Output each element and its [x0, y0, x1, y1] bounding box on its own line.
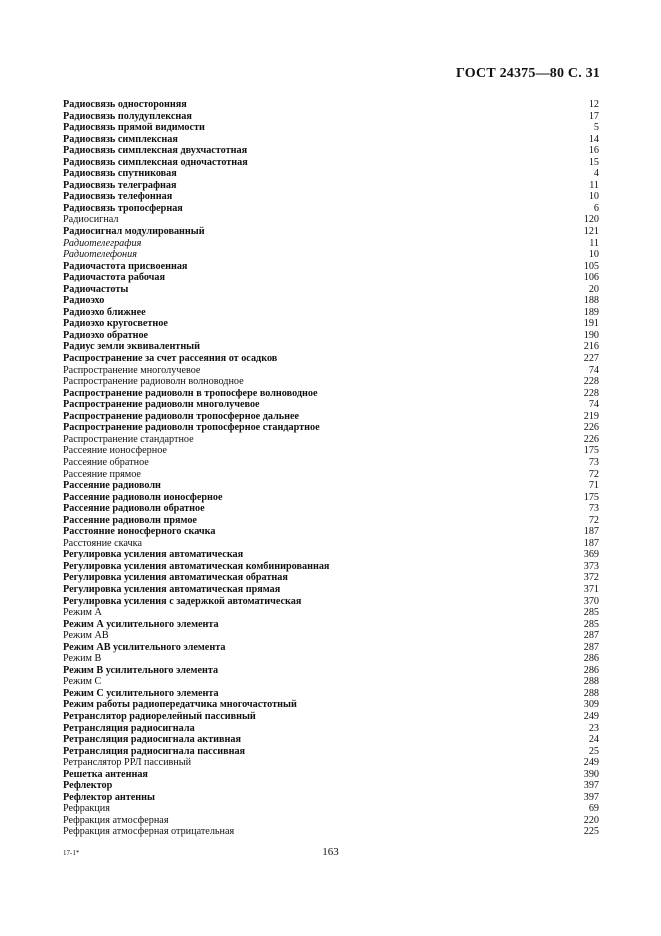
index-page-ref: 11 [589, 237, 599, 249]
index-page-ref: 309 [583, 699, 599, 711]
index-page-ref: 10 [588, 249, 599, 261]
index-page-ref: 390 [583, 768, 599, 780]
index-entry [63, 584, 599, 596]
index-page-ref: 14 [588, 133, 599, 145]
index-page-ref: 5 [593, 122, 599, 134]
index-entry [63, 365, 599, 377]
index-term: Ретрансляция радиосигнала пассивная [63, 745, 246, 757]
index-term: Режим работы радиопередатчика многочастотный [63, 699, 297, 711]
index-term: Расстояние скачка [63, 537, 142, 549]
index-term: Режим АВ усилительного элемента [63, 641, 226, 653]
index-term: Радиосвязь полудуплексная [63, 110, 192, 122]
term-index [63, 99, 599, 838]
index-entry [63, 353, 599, 365]
index-entry [63, 826, 599, 838]
index-page-ref: 72 [588, 468, 599, 480]
index-term: Режим АВ [63, 630, 109, 642]
index-page-ref: 228 [583, 387, 599, 399]
index-term: Радиосвязь телеграфная [63, 179, 177, 191]
index-entry [63, 469, 599, 481]
index-entry [63, 203, 599, 215]
index-page-ref: 286 [583, 664, 599, 676]
index-term: Режим С [63, 676, 102, 688]
index-term: Ретрансляция радиосигнала активная [63, 734, 242, 746]
index-entry [63, 411, 599, 423]
index-page-ref: 175 [583, 491, 599, 503]
index-page-ref: 20 [588, 283, 599, 295]
index-page-ref: 190 [583, 329, 599, 341]
index-entry [63, 261, 599, 273]
index-entry [63, 457, 599, 469]
index-term: Регулировка усиления автоматическая прямая [63, 583, 281, 595]
index-page-ref: 15 [588, 156, 599, 168]
index-term: Режим А [63, 607, 102, 619]
index-page-ref: 12 [588, 99, 599, 110]
index-page-ref: 370 [583, 595, 599, 607]
index-entry [63, 99, 599, 111]
index-entry [63, 180, 599, 192]
index-page-ref: 371 [583, 583, 599, 595]
index-term: Радиочастота рабочая [63, 272, 166, 284]
index-entry [63, 792, 599, 804]
index-page-ref: 10 [588, 191, 599, 203]
index-entry [63, 434, 599, 446]
index-page-ref: 17 [588, 110, 599, 122]
index-page-ref: 191 [583, 318, 599, 330]
index-page-ref: 23 [588, 722, 599, 734]
index-page-ref: 106 [583, 272, 599, 284]
index-term: Рассеяние ионосферное [63, 445, 167, 457]
index-page-ref: 120 [583, 214, 599, 226]
index-term: Радиоэхо кругосветное [63, 318, 168, 330]
index-page-ref: 216 [583, 341, 599, 353]
signature-mark: 17-1* [63, 849, 80, 857]
index-term: Рассеяние радиоволн [63, 480, 161, 492]
index-term: Рассеяние радиоволн прямое [63, 514, 197, 526]
index-entry [63, 538, 599, 550]
index-page-ref: 372 [583, 572, 599, 584]
index-entry [63, 399, 599, 411]
index-term: Регулировка усиления с задержкой автоматическая [63, 595, 302, 607]
index-term: Радиосвязь телефонная [63, 191, 173, 203]
index-term: Радиосвязь спутниковая [63, 168, 177, 180]
index-page-ref: 16 [588, 145, 599, 157]
index-entry [63, 653, 599, 665]
index-term: Распространение радиоволн в тропосфере волноводное [63, 387, 318, 399]
index-term: Радиосвязь симплексная [63, 133, 178, 145]
index-term: Регулировка усиления автоматическая комбинированная [63, 560, 330, 572]
index-page-ref: 220 [583, 814, 599, 826]
index-page-ref: 4 [593, 168, 599, 180]
index-page-ref: 189 [583, 306, 599, 318]
index-page-ref: 288 [583, 676, 599, 688]
index-page-ref: 226 [583, 422, 599, 434]
index-page-ref: 175 [583, 445, 599, 457]
index-term: Радиоэхо [63, 295, 105, 307]
index-term: Радиосвязь симплексная двухчастотная [63, 145, 248, 157]
index-page-ref: 285 [583, 618, 599, 630]
index-entry [63, 688, 599, 700]
index-page-ref: 6 [593, 202, 599, 214]
index-entry [63, 607, 599, 619]
index-term: Ретрансляция радиосигнала [63, 722, 195, 734]
index-entry [63, 168, 599, 180]
index-page-ref: 228 [583, 376, 599, 388]
index-entry [63, 134, 599, 146]
index-entry [63, 561, 599, 573]
index-term: Радиотелеграфия [63, 237, 142, 249]
index-page-ref: 369 [583, 549, 599, 561]
index-page-ref: 225 [583, 826, 599, 838]
index-page-ref: 187 [583, 537, 599, 549]
index-term: Рефракция атмосферная отрицательная [63, 826, 235, 838]
index-entry [63, 214, 599, 226]
index-term: Распространение радиоволн тропосферное стандартное [63, 422, 320, 434]
index-entry [63, 376, 599, 388]
index-term: Радиосвязь симплексная одночастотная [63, 156, 248, 168]
index-entry [63, 596, 599, 608]
index-term: Распространение радиоволн тропосферное дальнее [63, 410, 300, 422]
index-entry [63, 515, 599, 527]
index-entry [63, 676, 599, 688]
index-entry [63, 330, 599, 342]
index-term: Рефракция атмосферная [63, 814, 169, 826]
page-header: ГОСТ 24375—80 С. 31 [456, 66, 600, 81]
index-term: Ретранслятор РРЛ пассивный [63, 757, 192, 769]
index-term: Режим В усилительного элемента [63, 664, 219, 676]
index-page-ref: 397 [583, 780, 599, 792]
index-entry [63, 388, 599, 400]
index-term: Радиоэхо ближнее [63, 306, 146, 318]
index-entry [63, 341, 599, 353]
index-entry [63, 642, 599, 654]
index-page-ref: 249 [583, 757, 599, 769]
index-entry [63, 769, 599, 781]
index-entry [63, 619, 599, 631]
index-term: Рефлектор [63, 780, 113, 792]
index-entry [63, 526, 599, 538]
index-term: Режим А усилительного элемента [63, 618, 219, 630]
index-term: Радиоэхо обратное [63, 329, 149, 341]
index-entry [63, 295, 599, 307]
index-page-ref: 286 [583, 653, 599, 665]
index-page-ref: 11 [589, 179, 599, 191]
index-entry [63, 723, 599, 735]
index-term: Рефракция [63, 803, 110, 815]
index-term: Регулировка усиления автоматическая [63, 549, 244, 561]
index-entry [63, 803, 599, 815]
index-term: Радиосигнал [63, 214, 119, 226]
index-term: Рассеяние прямое [63, 468, 141, 480]
index-entry [63, 480, 599, 492]
index-entry [63, 711, 599, 723]
index-page-ref: 227 [583, 353, 599, 365]
index-page-ref: 72 [588, 514, 599, 526]
index-term: Решетка антенная [63, 768, 148, 780]
index-entry [63, 226, 599, 238]
index-term: Радиочастоты [63, 283, 129, 295]
index-term: Рассеяние радиоволн ионосферное [63, 491, 223, 503]
index-term: Радиосигнал модулированный [63, 226, 205, 238]
index-term: Радиосвязь прямой видимости [63, 122, 205, 134]
index-term: Распространение за счет рассеяния от осадков [63, 353, 278, 365]
index-entry [63, 445, 599, 457]
index-page-ref: 226 [583, 433, 599, 445]
index-entry [63, 503, 599, 515]
index-page-ref: 397 [583, 791, 599, 803]
index-term: Радиосвязь односторонняя [63, 99, 187, 110]
index-page-ref: 219 [583, 410, 599, 422]
index-entry [63, 249, 599, 261]
index-page-ref: 69 [588, 803, 599, 815]
index-entry [63, 780, 599, 792]
index-term: Распространение радиоволн многолучевое [63, 399, 260, 411]
index-entry [63, 815, 599, 827]
index-term: Рассеяние радиоволн обратное [63, 503, 205, 515]
index-page-ref: 105 [583, 260, 599, 272]
index-page-ref: 188 [583, 295, 599, 307]
index-term: Расстояние ионосферного скачка [63, 526, 216, 538]
index-entry [63, 549, 599, 561]
index-term: Рефлектор антенны [63, 791, 155, 803]
index-term: Радиотелефония [63, 249, 137, 261]
index-entry [63, 284, 599, 296]
index-page-ref: 285 [583, 607, 599, 619]
index-page-ref: 187 [583, 526, 599, 538]
index-page-ref: 287 [583, 641, 599, 653]
index-entry [63, 318, 599, 330]
index-entry [63, 111, 599, 123]
index-term: Режим С усилительного элемента [63, 687, 219, 699]
index-entry [63, 272, 599, 284]
index-entry [63, 122, 599, 134]
index-term: Ретранслятор радиорелейный пассивный [63, 710, 256, 722]
index-page-ref: 373 [583, 560, 599, 572]
index-page-ref: 71 [588, 480, 599, 492]
index-entry [63, 734, 599, 746]
index-term: Радиус земли эквивалентный [63, 341, 201, 353]
index-entry [63, 665, 599, 677]
index-entry [63, 630, 599, 642]
index-term: Регулировка усиления автоматическая обратная [63, 572, 288, 584]
index-term: Распространение многолучевое [63, 364, 201, 376]
index-term: Режим В [63, 653, 102, 665]
index-term: Распространение стандартное [63, 433, 194, 445]
index-entry [63, 492, 599, 504]
index-term: Распространение радиоволн волноводное [63, 376, 244, 388]
index-page-ref: 24 [588, 734, 599, 746]
index-entry [63, 191, 599, 203]
index-page-ref: 74 [588, 364, 599, 376]
index-entry [63, 757, 599, 769]
index-entry [63, 699, 599, 711]
index-entry [63, 422, 599, 434]
index-page-ref: 73 [588, 456, 599, 468]
index-entry [63, 572, 599, 584]
index-page-ref: 288 [583, 687, 599, 699]
index-page-ref: 121 [583, 226, 599, 238]
index-term: Радиочастота присвоенная [63, 260, 188, 272]
index-term: Радиосвязь тропосферная [63, 202, 183, 214]
page-number: 163 [322, 846, 339, 858]
index-page-ref: 25 [588, 745, 599, 757]
index-page-ref: 73 [588, 503, 599, 515]
index-entry [63, 157, 599, 169]
index-entry [63, 307, 599, 319]
index-entry [63, 238, 599, 250]
index-page-ref: 249 [583, 710, 599, 722]
index-entry [63, 145, 599, 157]
index-term: Рассеяние обратное [63, 456, 149, 468]
index-page-ref: 287 [583, 630, 599, 642]
index-entry [63, 746, 599, 758]
index-page-ref: 74 [588, 399, 599, 411]
